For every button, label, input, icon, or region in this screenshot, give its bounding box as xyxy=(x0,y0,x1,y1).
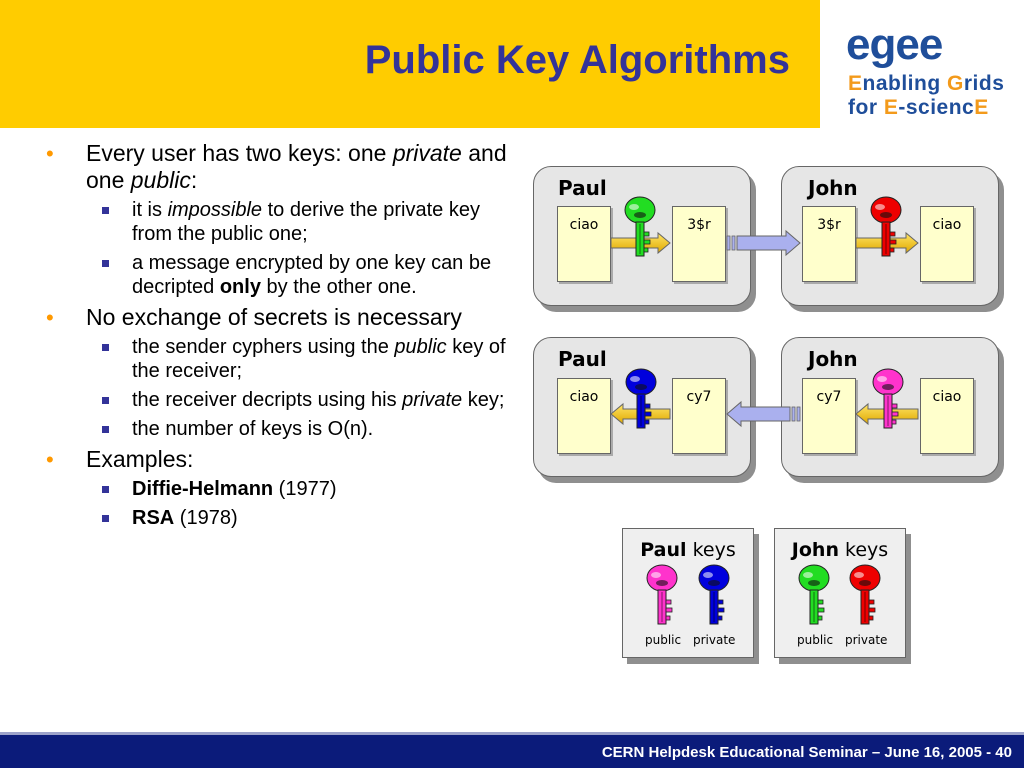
bullet-square xyxy=(102,397,109,404)
subbullet-decripted-only: a message encrypted by one key can be decripted only by the other one. xyxy=(46,251,516,299)
message-plain-2: ciao xyxy=(920,206,974,282)
subbullet-impossible: it is impossible to derive the private key from the public one; xyxy=(46,198,516,246)
bullet-square xyxy=(102,515,109,522)
bullet-square xyxy=(102,260,109,267)
subbullet-receiver: the receiver decripts using his private key; xyxy=(46,388,516,412)
message-cipher-3: cy7 xyxy=(672,378,726,454)
paul-public-label: public xyxy=(645,633,682,647)
bullet-list xyxy=(46,140,516,535)
bullet-two-keys: • Every user has two keys: one private and one public: xyxy=(46,140,507,193)
footer-text: CERN Helpdesk Educational Seminar – June 16, 2005 - 40 xyxy=(601,744,1012,761)
logo-tagline-1: Enabling Grids xyxy=(848,72,1005,95)
bullet-dot: • xyxy=(46,447,54,472)
message-cipher-1: 3$r xyxy=(672,206,726,282)
john-public-label: public xyxy=(797,633,834,647)
logo-tagline-2: for E-sciencE xyxy=(848,96,989,119)
bullet-examples: • Examples: xyxy=(46,446,194,472)
bullet-dot: • xyxy=(46,141,54,166)
subbullet-sender: the sender cyphers using the public key of the receiver; xyxy=(46,335,516,383)
logo-word: egee xyxy=(846,20,943,69)
bullet-square xyxy=(102,426,109,433)
subbullet-diffie-helmann: Diffie-Helmann (1977) xyxy=(46,477,516,501)
john-keys-card xyxy=(774,528,906,658)
bullet-dot: • xyxy=(46,305,54,330)
message-plain-4: ciao xyxy=(920,378,974,454)
subbullet-rsa: RSA (1978) xyxy=(46,506,516,530)
paul-private-label: private xyxy=(693,633,736,647)
message-cipher-2: 3$r xyxy=(802,206,856,282)
john-label-1: John xyxy=(808,176,858,200)
slide-title: Public Key Algorithms xyxy=(364,38,790,82)
paul-label-1: Paul xyxy=(558,176,607,200)
john-private-label: private xyxy=(845,633,888,647)
bullet-square xyxy=(102,486,109,493)
subbullet-number-keys: the number of keys is O(n). xyxy=(46,417,516,441)
paul-keys-card xyxy=(622,528,754,658)
bullet-square xyxy=(102,207,109,214)
paul-keys-title: Paul keys xyxy=(640,539,736,561)
bullet-square xyxy=(102,344,109,351)
paul-label-2: Paul xyxy=(558,347,607,371)
bullet-no-exchange: • No exchange of secrets is necessary xyxy=(46,304,462,330)
message-plain-1: ciao xyxy=(557,206,611,282)
egee-logo xyxy=(832,6,1012,122)
message-cipher-4: cy7 xyxy=(802,378,856,454)
john-label-2: John xyxy=(808,347,858,371)
footer-bar xyxy=(0,732,1024,768)
message-plain-3: ciao xyxy=(557,378,611,454)
john-keys-title: John keys xyxy=(791,539,889,561)
